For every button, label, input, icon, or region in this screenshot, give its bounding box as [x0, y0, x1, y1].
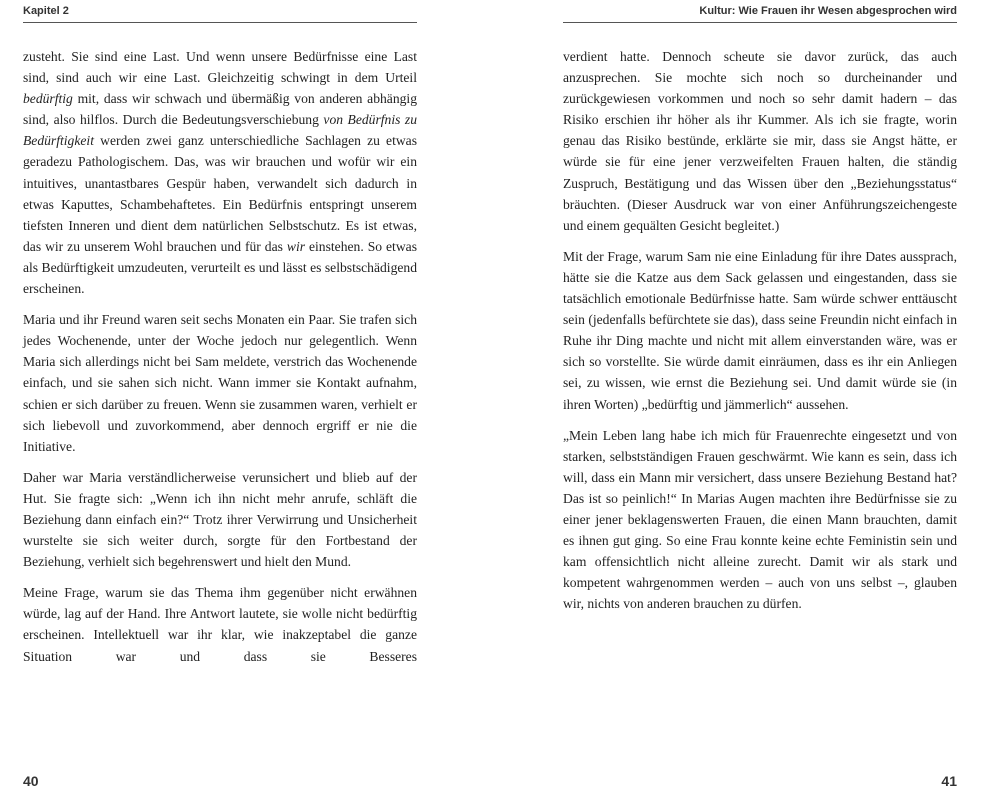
text-run: werden zwei ganz unterschiedliche Sachlagen zu etwas geradezu Pathologischem. Das, was wir brauchen und wofür wir ein intuitives, unantastbares Gespür haben, verwandelt sich dadurch in etwas Kaputtes, Schambehaftetes. Ein Bedürfnis entspringt unserem tiefsten Inneren und dient dem natürlichen Selbstschutz. Es ist etwas, das wir zu unserem Wohl brauchen und für das [23, 133, 417, 254]
text-run: zusteht. Sie sind eine Last. Und wenn unsere Bedürfnisse eine Last sind, sind auch wir eine Last. Gleichzeitig schwingt in dem Urteil [23, 49, 417, 86]
paragraph [23, 467, 417, 572]
paragraph [563, 425, 957, 615]
paragraph [23, 46, 417, 299]
emphasis-text: wir [286, 238, 306, 254]
page-number-right: 41 [941, 773, 957, 789]
left-page [23, 0, 417, 793]
emphasis-text: von Bedürfnis zu Bedürftigkeit [23, 112, 418, 149]
text-run: Meine Frage, warum sie das Thema ihm gegenüber nicht erwähnen würde, lag auf der Hand. Ihre Antwort lautete, sie wolle nicht bedürftig erscheinen. Intellektuell war ihr klar, wie inakzeptabel die ganze Situation war und dass sie Besseres [23, 585, 417, 664]
paragraph [563, 246, 957, 415]
text-run: verdient hatte. Dennoch scheute sie davor zurück, das auch anzusprechen. Sie mochte sich noch so durcheinander und zurückgewiesen vorkommen und noch so sehr damit hadern – das Risiko erschien ihr höher als ihr Kummer. Als ich sie fragte, worin genau das Risiko bestünde, erklärte sie mir, dass sie Angst hätte, er würde sie für eine jener verzweifelten Frauen halten, die ständig Zuspruch, Bestätigung und das Wissen über den „Beziehungsstatus“ bräuchten. (Dieser Ausdruck war von einer Anführungszeichengeste und einem gequälten Gesicht begleitet.) [563, 49, 957, 233]
paragraph [563, 46, 957, 236]
text-run: mit, dass wir schwach und übermäßig von anderen abhängig sind, also hilflos. Durch die Bedeutungsverschiebung [23, 91, 417, 128]
text-run: „Mein Leben lang habe ich mich für Frauenrechte eingesetzt und von starken, selbstständigen Frauen geschwärmt. Wie kann es sein, dass ich will, dass ein Mann mir versichert, dass unsere Beziehung Bestand hat? Das ist so peinlich!“ In Marias Augen machten ihre Bedürfnisse sie zu einer jener beklagenswerten Frauen, die einen Mann brauchten, damit es ihnen gut ging. So eine Frau konnte keine echte Feministin sein und kam offensichtlich nicht alleine zurecht. Damit wir als stark und kompetent wahrgenommen werden – auch von uns selbst –, glauben wir, nichts von anderen brauchen zu dürfen. [563, 427, 957, 612]
text-run: Daher war Maria verständlicherweise verunsichert und blieb auf der Hut. Sie fragte sich: „Wenn ich ihn nicht mehr anrufe, schläft die Beziehung dann einfach ein?“ Trotz ihrer Verwirrung und Unsicherheit wurstelte sie sich weiter durch, sorgte für den Fortbestand der Beziehung, verhielt sich begehrenswert und hielt den Mund. [23, 469, 417, 570]
right-page [563, 0, 957, 793]
text-run: einstehen. So etwas als Bedürftigkeit umzudeuten, verurteilt es und lässt es selbstschädigend erscheinen. [23, 238, 417, 297]
running-head-left: Kapitel 2 [23, 5, 417, 23]
paragraph [23, 582, 417, 666]
emphasis-text: bedürftig [23, 91, 73, 107]
body-text-right [563, 46, 957, 624]
text-run: Mit der Frage, warum Sam nie eine Einladung für ihre Dates aussprach, hätte sie die Katze aus dem Sack gelassen und eingestanden, dass sie tatsächlich emotionale Bedürfnisse hatte. Sam würde schwer enttäuscht sein (jedenfalls befürchtete sie das), dass seine Freundin nicht einfach in Ruhe ihr Ding machte und nicht mit allem einverstanden wäre, was er sich so vorstellte. Sie würde damit einräumen, dass es ihr ein Anliegen sei, zu wissen, wie ernst die Beziehung sei. Und damit würde sie (in ihren Worten) „bedürftig und jämmerlich“ aussehen. [563, 248, 957, 412]
page-number-left: 40 [23, 773, 39, 789]
text-run: Maria und ihr Freund waren seit sechs Monaten ein Paar. Sie trafen sich jedes Wochenende, unter der Woche jedoch nur gelegentlich. Wenn Maria sich allerdings nicht bei Sam meldete, verstrich das Wochenende einfach, und sie sahen sich nicht. Wann immer sie Kontakt aufnahm, schien er sich darüber zu freuen. Wenn sie zusammen waren, verhielt er sich liebevoll und zuvorkommend, aber dennoch ergriff er nie die Initiative. [23, 312, 417, 454]
paragraph [23, 309, 417, 457]
running-head-right: Kultur: Wie Frauen ihr Wesen abgesprochen wird [563, 5, 957, 23]
body-text-left [23, 46, 417, 677]
